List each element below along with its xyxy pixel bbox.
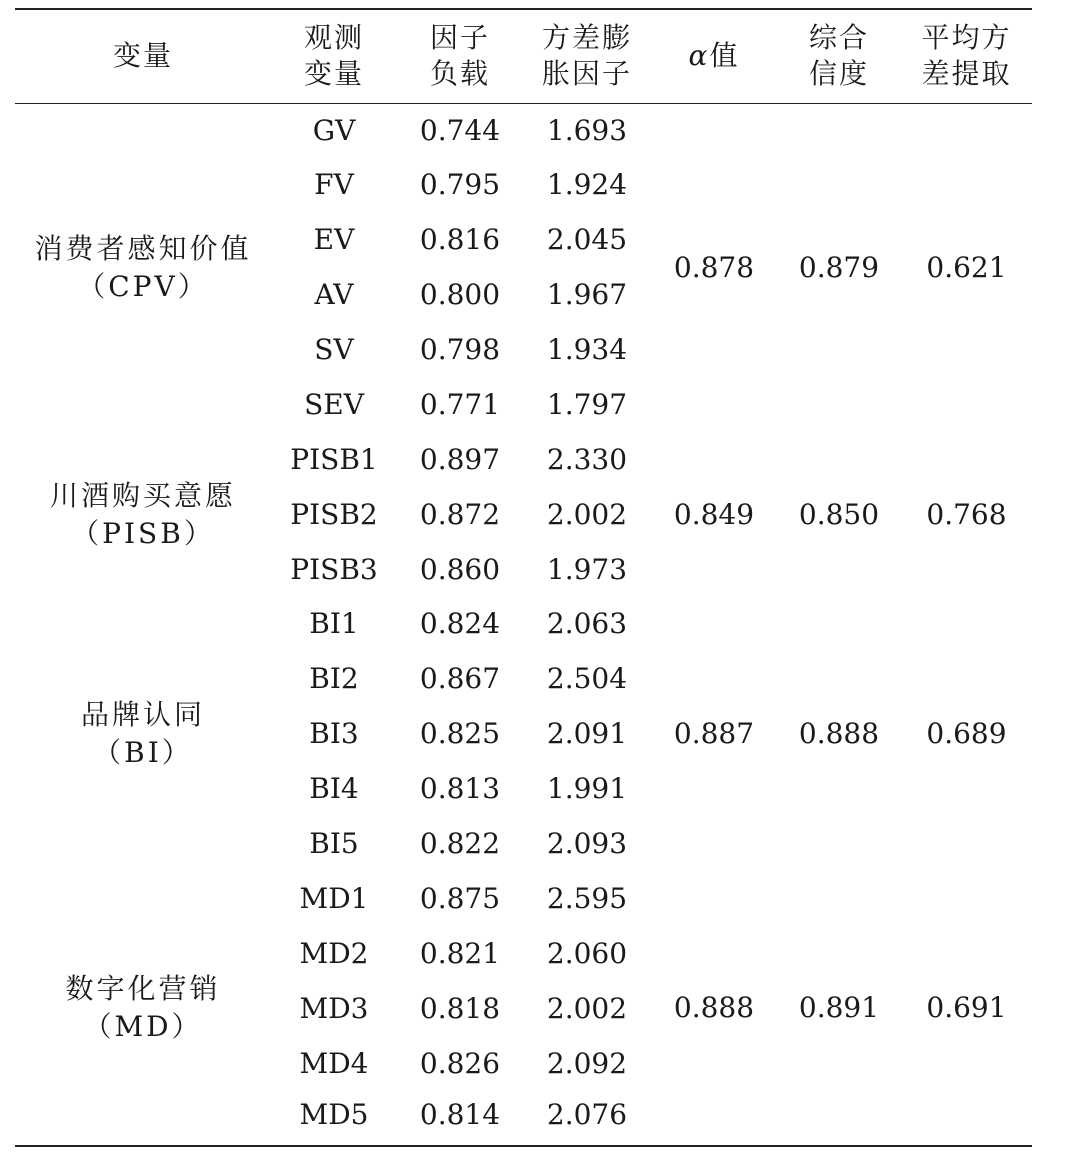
header-ave [901,9,1032,103]
table-header [15,9,1032,103]
composite-reliability-cell: 0.850 [798,497,880,531]
header-cr-line2: 信度 [808,57,869,91]
observed-variable-cell: BI2 [309,662,359,696]
header-alpha-symbol: α [688,39,710,73]
table-row [15,871,1032,926]
vif-cell: 1.973 [546,552,628,586]
header-vif-line2: 胀因子 [541,57,632,91]
ave-cell: 0.691 [901,871,1032,1145]
factor-loading-cell: 0.897 [419,442,501,476]
factor-loading-cell: 0.822 [419,827,501,861]
factor-loading-cell: 0.816 [419,223,501,257]
header-loading-line2: 负载 [429,57,490,91]
vif-cell: 2.504 [546,662,628,696]
alpha-cell: 0.888 [651,871,777,1145]
factor-loading-cell: 0.818 [419,991,501,1025]
observed-variable-cell: PISB2 [290,497,378,531]
observed-variable-cell: SV [314,333,354,366]
composite-reliability-cell: 0.888 [798,717,880,751]
header-loading-line1: 因子 [429,21,490,55]
alpha-cell: 0.849 [673,497,755,531]
alpha-cell: 0.887 [673,717,755,751]
construct-name: 消费者感知价值 [34,231,252,265]
vif-cell: 2.076 [523,1091,651,1146]
observed-variable-cell: MD3 [299,991,369,1025]
ave-cell: 0.768 [926,497,1007,531]
vif-cell: 1.693 [546,113,628,147]
observed-variable-cell: BI4 [309,772,359,806]
header-ave-line1: 平均方 [921,21,1012,55]
construct-cell [15,871,271,1145]
factor-loading-cell: 0.744 [419,113,501,147]
observed-variable-cell: GV [312,113,356,147]
construct-abbreviation: （MD） [83,1010,203,1044]
observed-variable-cell: SEV [304,387,364,421]
vif-cell: 2.595 [546,881,628,915]
header-observed-variable [271,9,397,103]
construct-abbreviation: （CPV） [77,269,209,303]
construct-cell [15,432,271,597]
factor-loading-cell: 0.875 [419,881,501,915]
factor-loading-cell: 0.814 [397,1091,523,1146]
ave-cell: 0.689 [926,717,1007,751]
construct-abbreviation: （PISB） [71,516,215,550]
observed-variable-cell: AV [314,278,354,312]
factor-loading-cell: 0.821 [419,936,501,970]
factor-loading-cell: 0.795 [419,168,501,202]
header-alpha-suffix: 值 [709,39,740,73]
table-row [15,103,1032,158]
vif-cell: 2.063 [546,607,628,641]
observed-variable-cell: EV [313,223,355,257]
header-variable [15,9,271,103]
vif-cell: 1.967 [546,278,628,312]
construct-cell [15,597,271,871]
header-observed-line1: 观测 [303,21,364,55]
table-body [15,103,1032,1146]
factor-loading-cell: 0.800 [419,278,501,312]
table-row [15,597,1032,652]
construct-cell [15,103,271,432]
header-observed-line2: 变量 [303,57,364,91]
header-composite-reliability [777,9,901,103]
vif-cell: 2.330 [546,442,628,476]
observed-variable-cell: BI3 [309,717,359,751]
factor-loading-cell: 0.872 [419,497,501,531]
factor-loading-cell: 0.825 [419,717,501,751]
vif-cell: 2.060 [546,936,628,970]
vif-cell: 2.002 [546,497,628,531]
construct-name: 品牌认同 [80,698,205,732]
factor-loading-cell: 0.860 [419,552,501,586]
header-factor-loading [397,9,523,103]
observed-variable-cell: PISB1 [290,442,378,476]
observed-variable-cell: MD2 [299,936,369,970]
reliability-validity-table [15,8,1032,1147]
vif-cell: 2.002 [546,991,628,1025]
header-ave-line2: 差提取 [921,57,1012,91]
header-variable-line1: 变量 [112,39,173,73]
composite-reliability-cell: 0.891 [777,871,901,1145]
factor-loading-cell: 0.826 [419,1046,501,1080]
vif-cell: 1.991 [546,772,628,806]
observed-variable-cell: BI5 [309,827,359,861]
observed-variable-cell: PISB3 [290,552,378,586]
header-vif [523,9,651,103]
table-row [15,432,1032,487]
factor-loading-cell: 0.813 [419,772,501,806]
alpha-cell: 0.878 [673,250,755,284]
vif-cell: 1.924 [546,168,628,202]
header-alpha [651,9,777,103]
observed-variable-cell: MD4 [299,1046,369,1080]
factor-loading-cell: 0.867 [419,662,501,696]
vif-cell: 2.093 [546,827,628,861]
observed-variable-cell: MD5 [271,1091,397,1146]
reliability-validity-table-container [15,8,1032,1147]
factor-loading-cell: 0.798 [419,333,501,366]
ave-cell: 0.621 [926,250,1007,284]
header-row [15,9,1032,103]
vif-cell: 1.797 [546,387,628,421]
factor-loading-cell: 0.771 [419,387,501,421]
observed-variable-cell: BI1 [309,607,359,641]
construct-name: 川酒购买意愿 [49,478,236,512]
vif-cell: 2.091 [546,717,628,751]
observed-variable-cell: MD1 [299,881,369,915]
header-cr-line1: 综合 [808,21,869,55]
factor-loading-cell: 0.824 [419,607,501,641]
vif-cell: 2.045 [546,223,628,257]
composite-reliability-cell: 0.879 [798,250,880,284]
observed-variable-cell: FV [314,168,354,202]
construct-name: 数字化营销 [65,972,221,1006]
construct-abbreviation: （BI） [93,736,193,770]
vif-cell: 2.092 [546,1046,628,1080]
header-vif-line1: 方差膨 [541,21,632,55]
vif-cell: 1.934 [546,333,628,366]
